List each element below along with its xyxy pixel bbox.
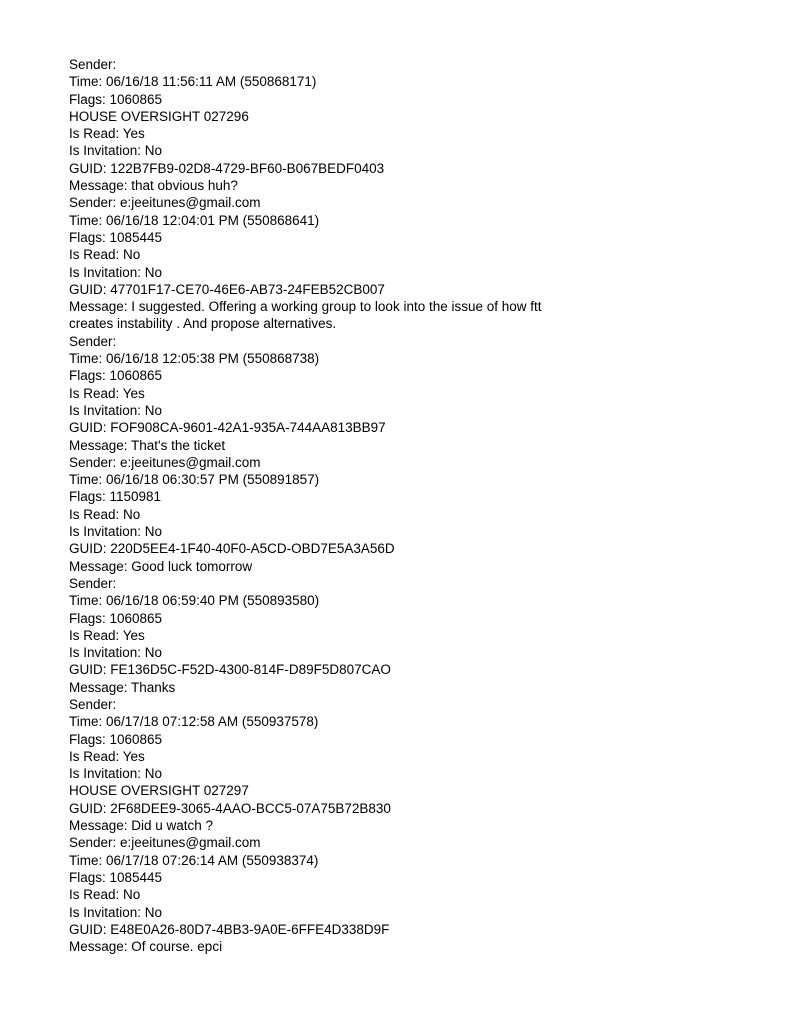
text-line: Time: 06/16/18 06:59:40 PM (550893580) — [69, 593, 320, 609]
text-line: Is Invitation: No — [69, 402, 163, 418]
text-line: Sender: — [69, 696, 117, 712]
text-line: Time: 06/17/18 07:12:58 AM (550937578) — [69, 714, 319, 730]
text-line: Message: Of course. epci — [69, 939, 223, 955]
text-line: Flags: 1060865 — [69, 368, 163, 384]
text-line: Is Invitation: No — [69, 143, 163, 159]
text-line: Flags: 1060865 — [69, 91, 163, 107]
text-line: HOUSE OVERSIGHT 027296 — [69, 108, 249, 124]
text-line: Sender: e:jeeitunes@gmail.com — [69, 835, 261, 851]
text-line: Message: that obvious huh? — [69, 178, 238, 194]
text-line: Message: That's the ticket — [69, 437, 226, 453]
text-line: Time: 06/16/18 12:04:01 PM (550868641) — [69, 212, 320, 228]
document-page — [69, 56, 769, 955]
text-line: Is Invitation: No — [69, 645, 163, 661]
text-line: Message: Did u watch ? — [69, 818, 214, 834]
text-line: Time: 06/17/18 07:26:14 AM (550938374) — [69, 852, 319, 868]
text-line: Time: 06/16/18 12:05:38 PM (550868738) — [69, 351, 320, 367]
text-line: Is Read: Yes — [69, 126, 145, 142]
text-line: GUID: E48E0A26-80D7-4BB3-9A0E-6FFE4D338D9F — [69, 921, 390, 937]
text-line: Is Read: Yes — [69, 748, 145, 764]
text-line: Is Read: Yes — [69, 385, 145, 401]
text-line: Is Invitation: No — [69, 524, 163, 540]
text-line: GUID: FE136D5C-F52D-4300-814F-D89F5D807CAO — [69, 662, 391, 678]
text-line: Is Read: No — [69, 247, 141, 263]
text-line: creates instability . And propose alternatives. — [69, 316, 337, 332]
text-line: Is Invitation: No — [69, 264, 163, 280]
text-line: Message: I suggested. Offering a working group to look into the issue of how ftt — [69, 299, 542, 315]
text-line: Is Read: No — [69, 887, 141, 903]
text-line: Sender: e:jeeitunes@gmail.com — [69, 195, 261, 211]
text-line: Flags: 1060865 — [69, 610, 163, 626]
text-line: Is Invitation: No — [69, 904, 163, 920]
text-line: Time: 06/16/18 11:56:11 AM (550868171) — [69, 74, 317, 90]
text-line: GUID: 122B7FB9-02D8-4729-BF60-B067BEDF0403 — [69, 160, 385, 176]
text-line: Is Invitation: No — [69, 766, 163, 782]
text-line: Message: Good luck tomorrow — [69, 558, 253, 574]
text-line: Message: Thanks — [69, 679, 176, 695]
text-line: Sender: — [69, 333, 117, 349]
text-line: Sender: — [69, 57, 117, 72]
text-line: GUID: 47701F17-CE70-46E6-AB73-24FEB52CB007 — [69, 281, 385, 297]
text-line: Flags: 1060865 — [69, 731, 163, 747]
text-line: GUID: 220D5EE4-1F40-40F0-A5CD-OBD7E5A3A56D — [69, 541, 395, 557]
text-line: Flags: 1085445 — [69, 869, 163, 885]
text-line: Flags: 1150981 — [69, 489, 162, 505]
text-line: Sender: — [69, 575, 117, 591]
text-line: Is Read: No — [69, 506, 141, 522]
text-line: HOUSE OVERSIGHT 027297 — [69, 783, 249, 799]
text-line: GUID: FOF908CA-9601-42A1-935A-744AA813BB97 — [69, 420, 386, 436]
text-line: GUID: 2F68DEE9-3065-4AAO-BCC5-07A75B72B830 — [69, 800, 391, 816]
text-line: Flags: 1085445 — [69, 229, 163, 245]
text-line: Time: 06/16/18 06:30:57 PM (550891857) — [69, 472, 320, 488]
text-line: Sender: e:jeeitunes@gmail.com — [69, 454, 261, 470]
text-line: Is Read: Yes — [69, 627, 145, 643]
